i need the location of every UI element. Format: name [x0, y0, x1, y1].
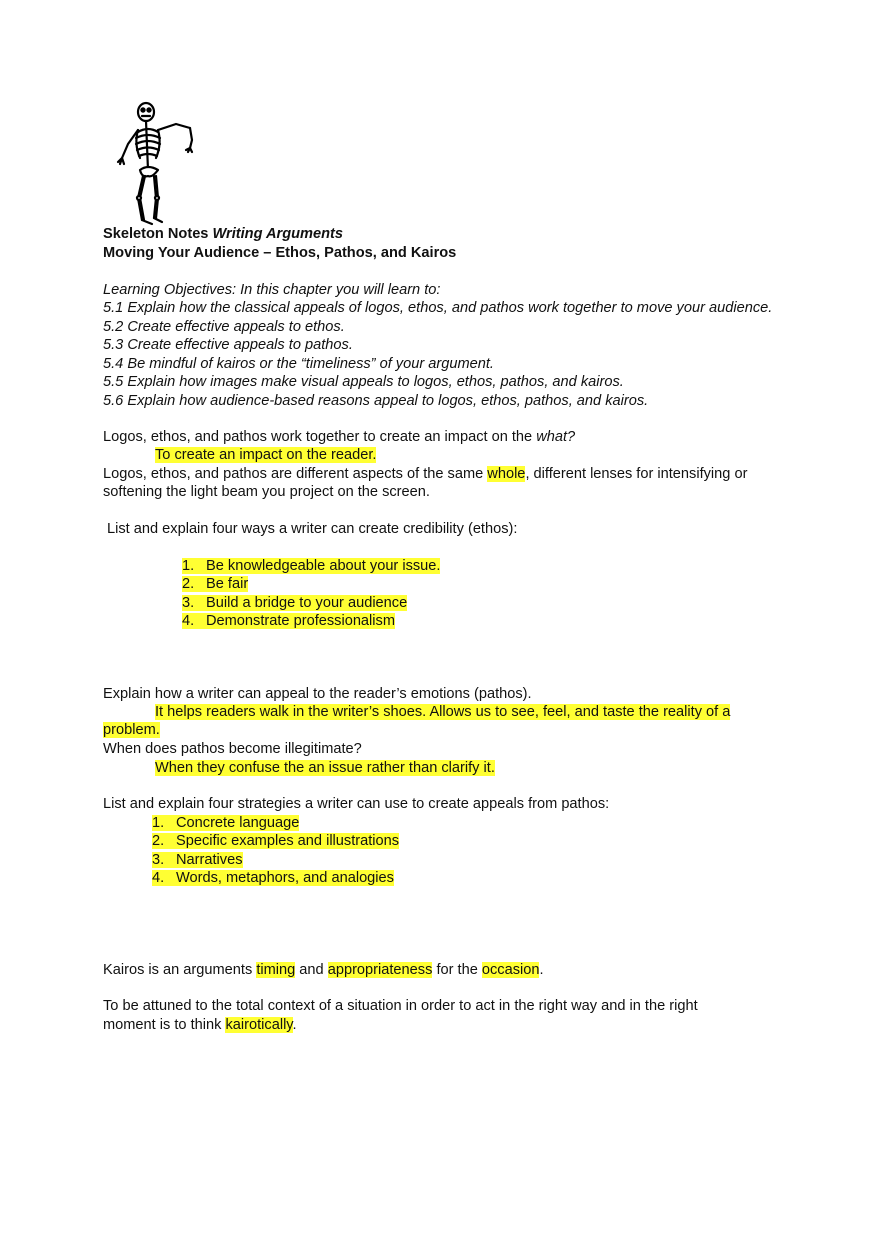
pathos-list-item: 3. Narratives	[152, 852, 243, 868]
objective-item: 5.2 Create effective appeals to ethos.	[103, 319, 345, 335]
objective-item: 5.6 Explain how audience-based reasons appeal to logos, ethos, pathos, and kairos.	[103, 393, 649, 409]
skeleton-illustration	[112, 100, 204, 228]
document-subtitle: Moving Your Audience – Ethos, Pathos, and Kairos	[103, 245, 457, 261]
objectives-intro: Learning Objectives: In this chapter you will learn to:	[103, 282, 441, 298]
answer-impact: To create an impact on the reader.	[155, 447, 377, 463]
pathos-list-item: 2. Specific examples and illustrations	[152, 833, 400, 849]
document-title	[103, 225, 343, 243]
ethos-list-item: 3. Build a bridge to your audience	[182, 595, 408, 611]
answer-pathos: It helps readers walk in the writer’s shoes. Allows us to see, feel, and taste the reality of a	[155, 704, 731, 720]
title-main: Skeleton Notes	[103, 226, 209, 242]
paragraph-whole: Logos, ethos, and pathos are different aspects of the same whole, different lenses for intensifying or	[103, 466, 748, 482]
paragraph-kairos: Kairos is an arguments timing and appropriateness for the occasion.	[103, 962, 544, 978]
objective-item: 5.1 Explain how the classical appeals of logos, ethos, and pathos work together to move your audience.	[103, 300, 773, 316]
question-impact: Logos, ethos, and pathos work together to create an impact on the what?	[103, 429, 576, 445]
question-pathos-strategies: List and explain four strategies a writer can use to create appeals from pathos:	[103, 796, 610, 812]
pathos-list-item: 4. Words, metaphors, and analogies	[152, 870, 394, 886]
answer-illegitimate: When they confuse the an issue rather than clarify it.	[155, 760, 495, 776]
ethos-list-item: 4. Demonstrate professionalism	[182, 613, 395, 629]
objective-item: 5.4 Be mindful of kairos or the “timeliness” of your argument.	[103, 356, 494, 372]
objective-item: 5.5 Explain how images make visual appeals to logos, ethos, pathos, and kairos.	[103, 374, 624, 390]
answer-pathos-line2: problem.	[103, 722, 160, 738]
title-book: Writing Arguments	[212, 226, 344, 242]
pathos-list-item: 1. Concrete language	[152, 815, 300, 831]
question-ethos: List and explain four ways a writer can create credibility (ethos):	[107, 521, 518, 537]
paragraph-whole-line2: softening the light beam you project on the screen.	[103, 484, 430, 500]
ethos-list-item: 2. Be fair	[182, 576, 249, 592]
objective-item: 5.3 Create effective appeals to pathos.	[103, 337, 353, 353]
ethos-list-item: 1. Be knowledgeable about your issue.	[182, 558, 441, 574]
paragraph-kairotically: To be attuned to the total context of a situation in order to act in the right way and in the right	[103, 998, 698, 1014]
question-illegitimate: When does pathos become illegitimate?	[103, 741, 362, 757]
question-pathos: Explain how a writer can appeal to the reader’s emotions (pathos).	[103, 686, 532, 702]
paragraph-kairotically-line2: moment is to think kairotically.	[103, 1017, 297, 1033]
